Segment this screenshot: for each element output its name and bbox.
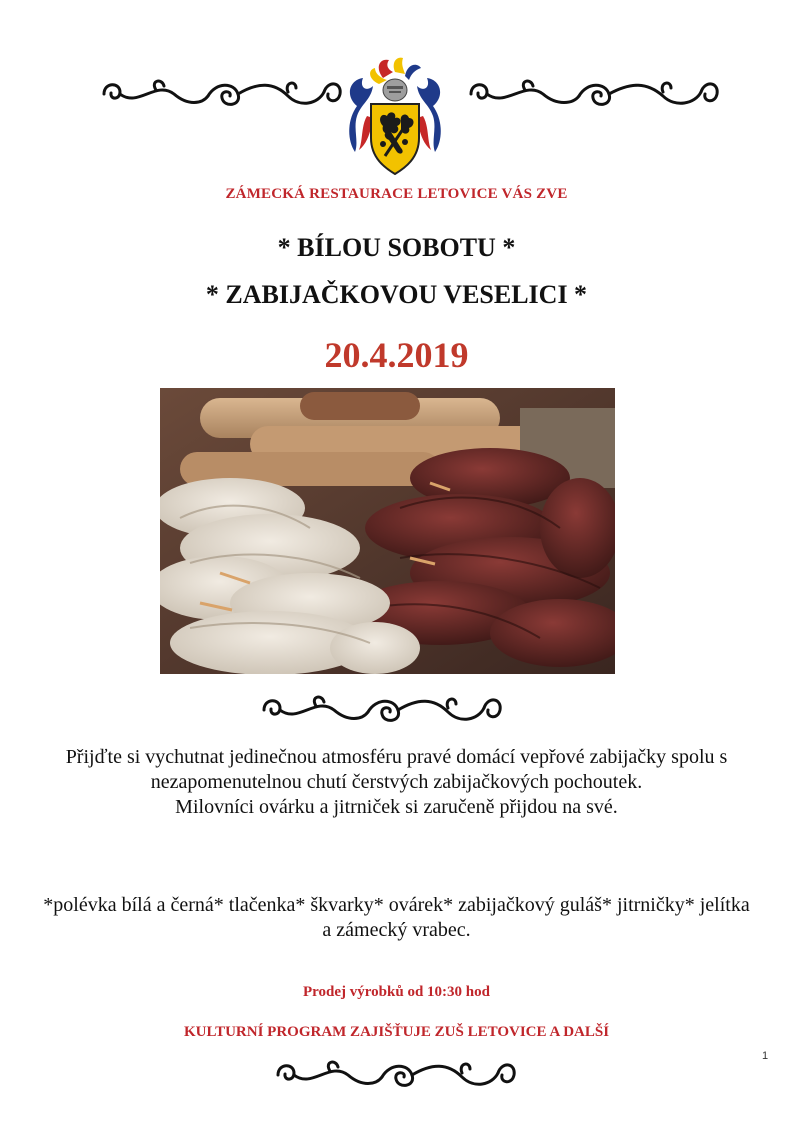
event-date: 20.4.2019 — [324, 335, 469, 375]
event-title-line-2: * ZABIJAČKOVOU VESELICI * — [205, 280, 588, 309]
scroll-flourish-middle-icon — [258, 692, 504, 730]
sales-time: Prodej výrobků od 10:30 hod — [303, 984, 490, 1000]
scroll-flourish-bottom-icon — [272, 1057, 520, 1095]
page-number: 1 — [762, 1050, 769, 1062]
scroll-flourish-right-icon — [465, 74, 723, 114]
event-title-line-1: * BÍLOU SOBOTU * — [277, 233, 516, 262]
menu-list: *polévka bílá a černá* tlačenka* škvarky* ovárek* zabijačkový guláš* jitrničky* jelítka a zámecký vrabec. — [43, 894, 750, 941]
scroll-flourish-left-icon — [98, 74, 346, 114]
invitation-heading: ZÁMECKÁ RESTAURACE LETOVICE VÁS ZVE — [225, 186, 568, 202]
description-text-ovarek: Milovníci ovárku a jitrniček si zaručeně přijdou na své. — [175, 796, 618, 818]
description-text: Přijďte si vychutnat jedinečnou atmosféru pravé domácí vepřové zabijačky spolu s nezapomenutelnou chutí čerstvých zabijačkových pochoutek. — [65, 746, 728, 793]
sausages-photo — [160, 388, 615, 674]
event-description — [40, 745, 753, 820]
coat-of-arms-icon — [345, 56, 445, 180]
cultural-program: KULTURNÍ PROGRAM ZAJIŠŤUJE ZUŠ LETOVICE A DALŠÍ — [183, 1024, 610, 1040]
header-decoration — [0, 52, 793, 182]
